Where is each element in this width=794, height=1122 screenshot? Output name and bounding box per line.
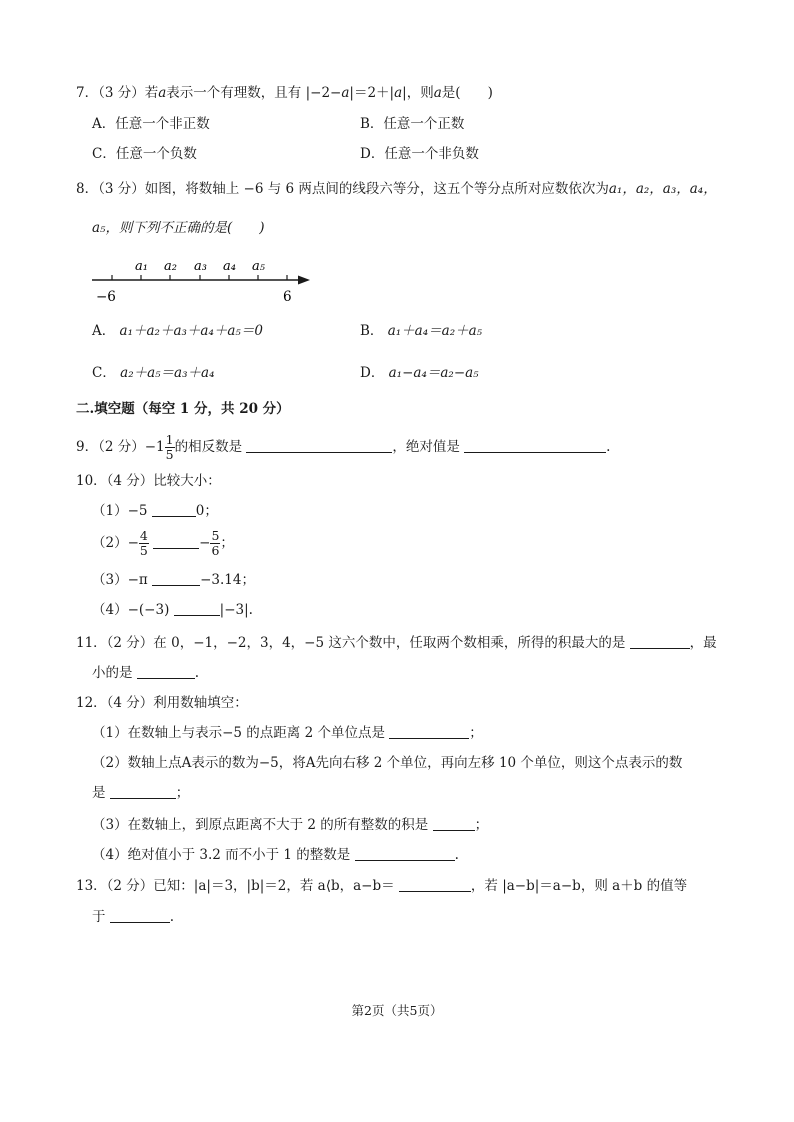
q12-p2-text: 是 (92, 785, 106, 801)
q9-end: . (606, 439, 611, 455)
q8-option-d (360, 364, 479, 382)
q8-option-d-text: a₁−a₄＝a₂−a₅ (388, 365, 479, 381)
label-a4: a₄ (223, 259, 236, 274)
q8-option-d-label: D． (360, 365, 385, 381)
q12-p1-text: （1）在数轴上与表示−5 的点距离 2 个单位点是 (92, 725, 385, 741)
q12-part2-line1: （2）数轴上点A表示的数为−5，将A先向右移 2 个单位，再向左移 10 个单位，则这个点表示的数 (92, 755, 683, 771)
q10-part2 (92, 528, 234, 558)
q12-p3-text: （3）在数轴上，到原点距离不大于 2 的所有整数的积是 (92, 817, 429, 833)
q10-p2-frac2-num: 5 (211, 528, 220, 543)
q7-var-3: a (394, 85, 403, 101)
q11-text-1: 11．（2 分）在 0，−1，−2，3，4，−5 这六个数中，任取两个数相乘，所得的积最大的是 (76, 635, 626, 651)
q13-text-1: 13．（2 分）已知：|a|＝3，|b|＝2，若 a⟨b，a−b＝ (76, 878, 395, 894)
q12-part1 (92, 724, 483, 742)
q12-part4 (92, 846, 459, 864)
q13-blank-2[interactable] (110, 908, 170, 923)
q13-end: . (169, 909, 175, 925)
q10-p3-blank[interactable] (152, 571, 200, 586)
q13-text-3: 于 (92, 909, 106, 925)
q8-option-b-text: a₁＋a₄＝a₂＋a₅ (387, 323, 483, 339)
q7-option-a: A．任意一个非正数 (92, 116, 210, 132)
q11-line2 (92, 664, 199, 682)
q10-p4-end: |−3|. (219, 602, 253, 618)
q8-option-a-text: a₁＋a₂＋a₃＋a₄＋a₅＝0 (119, 323, 263, 339)
q10-stem: 10．（4 分）比较大小： (76, 473, 221, 489)
q7-text-3: |＝2＋| (349, 85, 395, 101)
q10-part4 (92, 601, 253, 619)
q10-p2-minus: − (199, 535, 211, 551)
q10-p3-end: −3.14； (200, 572, 255, 588)
q10-p4-text: （4）−(−3) (92, 602, 170, 618)
q9-text-1: 的相反数是 (174, 439, 243, 455)
axis-arrow (298, 276, 310, 285)
q8-option-c-text: a₂＋a₅＝a₃＋a₄ (120, 365, 215, 381)
label-a1: a₁ (135, 259, 148, 274)
q11-text-3: 小的是 (92, 665, 133, 681)
q12-p1-end: ； (469, 725, 483, 741)
label-a3: a₃ (194, 259, 207, 274)
q8-text-2: a₅，则下列不正确的是( ) (92, 220, 265, 236)
q9-frac-den: 5 (165, 447, 174, 462)
q9 (76, 432, 610, 462)
q12-p1-blank[interactable] (389, 724, 469, 739)
q10-p2-frac2 (210, 529, 220, 558)
q7-stem (76, 84, 493, 102)
q12-p4-blank[interactable] (355, 846, 455, 861)
q10-part3 (92, 571, 255, 589)
q7-text-1: 7．（3 分）若 (76, 85, 159, 101)
q7-var-4: a (433, 85, 442, 101)
q8-vars: a₁，a₂，a₃，a₄， (608, 181, 717, 197)
q11-blank-1[interactable] (630, 634, 690, 649)
q10-p2-blank[interactable] (153, 534, 199, 549)
q13-text-2: ，若 |a−b|＝a−b，则 a＋b 的值等 (470, 878, 688, 894)
q12-p2-end: ； (175, 785, 190, 801)
q10-p1-text: （1）−5 (92, 503, 148, 519)
q12-p3-end: ； (474, 817, 489, 833)
q12-stem: 12．（4 分）利用数轴填空： (76, 695, 248, 711)
q10-p2-frac1 (139, 529, 149, 558)
page-footer: 第2页（共5页） (351, 1003, 443, 1018)
q10-p4-blank[interactable] (174, 601, 220, 616)
label-neg6: −6 (96, 289, 116, 305)
q12-part2-line2 (92, 784, 189, 802)
q11-line1 (76, 634, 717, 652)
q10-p2-end: ； (220, 535, 234, 551)
q12-p4-end: . (454, 847, 459, 863)
q10-p3-text: （3）−π (92, 572, 148, 588)
q12-p2-blank[interactable] (110, 784, 176, 799)
q12-p4-text: （4）绝对值小于 3.2 而不小于 1 的整数是 (92, 847, 351, 863)
q8-stem (76, 180, 717, 198)
q10-p1-end: 0； (195, 503, 218, 519)
label-a5: a₅ (252, 259, 265, 274)
q7-text-4: |，则 (402, 85, 434, 101)
q9-text-2: ，绝对值是 (392, 439, 460, 455)
q8-option-a (92, 322, 263, 340)
q8-option-b (360, 322, 482, 340)
q10-p2-text: （2）− (92, 535, 139, 551)
q12-part3 (92, 816, 488, 834)
q10-p2-frac1-den: 5 (139, 543, 148, 558)
label-a2: a₂ (164, 259, 177, 274)
q11-text-2: ，最 (689, 635, 717, 651)
q8-option-c-label: C． (92, 365, 116, 381)
q8-option-b-label: B． (360, 323, 384, 339)
q8-text-1: 8．（3 分）如图，将数轴上 −6 与 6 两点间的线段六等分，这五个等分点所对应数依次为 (76, 181, 609, 197)
q9-blank-1[interactable] (246, 438, 392, 453)
q7-option-d: D．任意一个非负数 (360, 146, 479, 162)
q13-line1 (76, 877, 687, 895)
section-fill-in-heading: 二.填空题（每空 1 分，共 20 分） (76, 401, 290, 417)
q11-end: . (194, 665, 200, 681)
q7-text-5: 是( ) (441, 85, 493, 101)
q10-p1-blank[interactable] (152, 502, 196, 517)
q11-blank-2[interactable] (137, 664, 195, 679)
q13-line2 (92, 908, 174, 926)
q12-p3-blank[interactable] (433, 816, 475, 831)
label-pos6: 6 (283, 289, 292, 305)
q8-stem-line2 (92, 219, 265, 237)
q8-number-line (86, 252, 326, 308)
q9-frac-num: 1 (165, 432, 174, 447)
q9-prefix: 9．（2 分）−1 (76, 439, 165, 455)
q10-part1 (92, 502, 218, 520)
q9-blank-2[interactable] (464, 438, 606, 453)
q7-var-1: a (158, 85, 167, 101)
q7-option-b: B．任意一个正数 (360, 116, 465, 132)
q7-option-c: C．任意一个负数 (92, 146, 197, 162)
q7-text-2: 表示一个有理数，且有 |−2− (166, 85, 342, 101)
q8-option-c (92, 364, 214, 382)
q7-var-2: a (341, 85, 350, 101)
q10-p2-frac2-den: 6 (211, 543, 220, 558)
q8-option-a-label: A． (92, 323, 116, 339)
q13-blank-1[interactable] (399, 877, 471, 892)
q10-p2-frac1-num: 4 (139, 528, 148, 543)
q9-fraction (165, 433, 175, 462)
